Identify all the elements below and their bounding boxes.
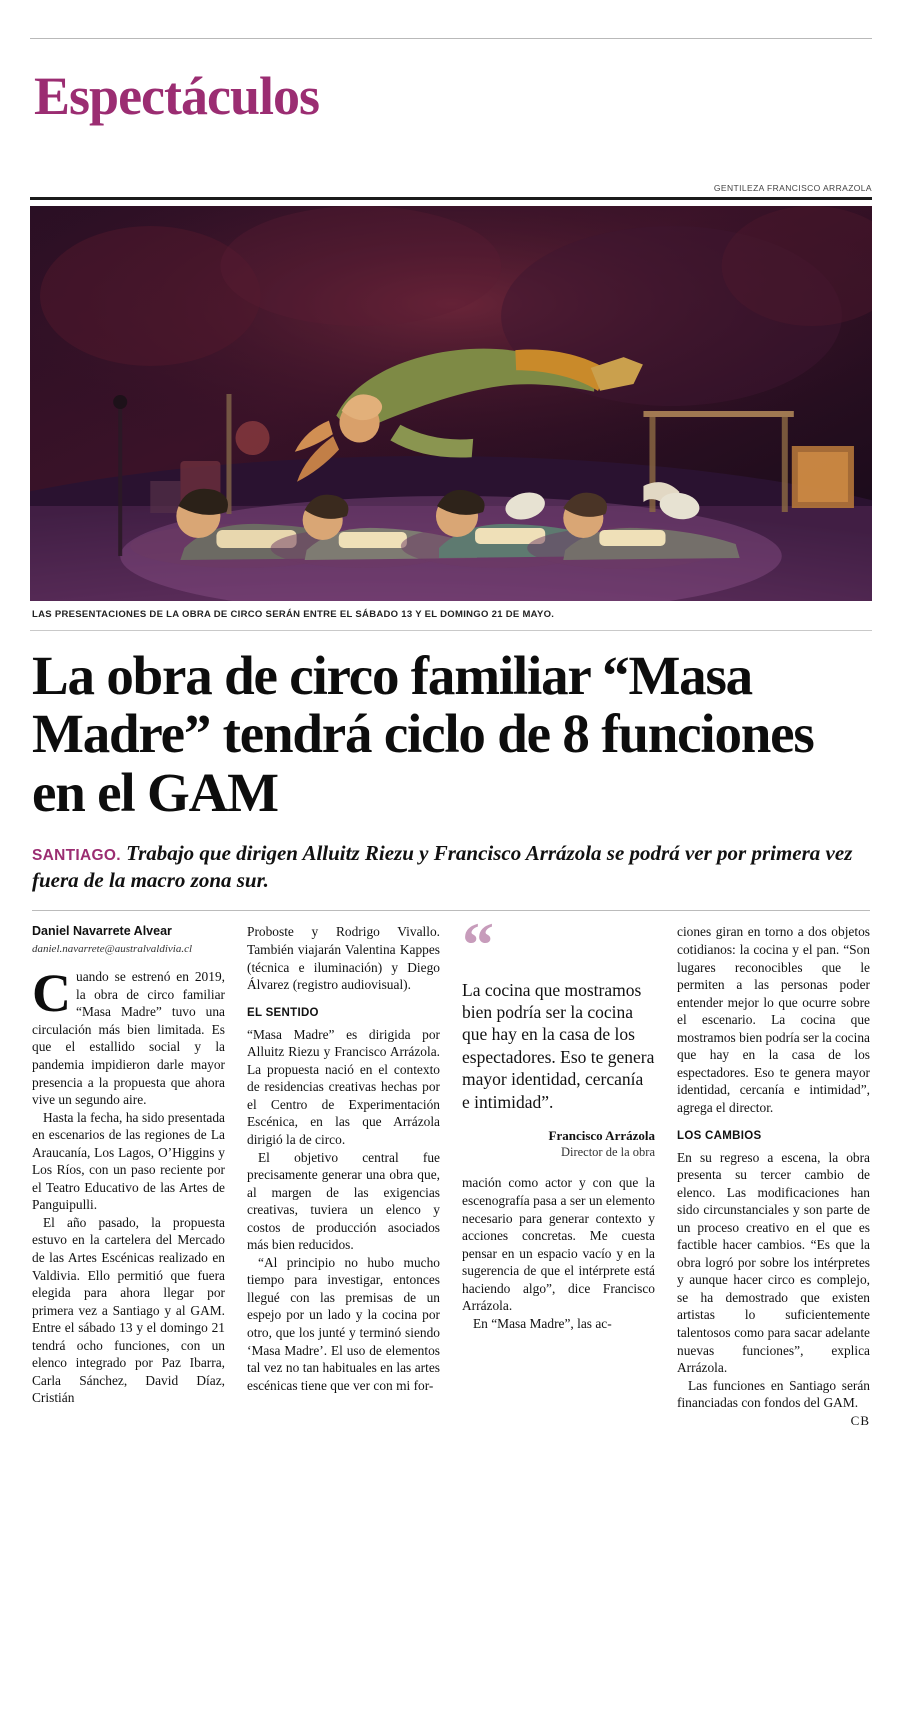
paragraph: “Masa Madre” es dirigida por Alluitz Riezu y Francisco Arrázola. La propuesta nació en el contexto de residencias creativas hechas por el Centro de Experimentación Escénica, en las que Arrázola dirigió la de circo.	[247, 1026, 440, 1148]
paragraph: En su regreso a escena, la obra presenta su tercer cambio de elenco. Las modificaciones han sido circunstanciales y son parte de un proceso creativo en el que es factible hacer cambios. “Es que la obra logró por sobre los intérpretes y aunque hacer circo es complejo, se ha demostrado que existen artistas lo suficientemente talentosos como para sacar adelante nuevas funciones”, explica Arrázola.	[677, 1149, 870, 1376]
subhead-text: Trabajo que dirigen Alluitz Riezu y Francisco Arrázola se podrá ver por primera vez fuera de la macro zona sur.	[32, 840, 853, 893]
column-4	[677, 923, 870, 1428]
end-mark: CB	[850, 1412, 870, 1428]
column-3	[462, 909, 655, 1428]
section-subhead-los-cambios: LOS CAMBIOS	[677, 1129, 762, 1142]
paragraph-text: uando se estrenó en 2019, la obra de circo familiar “Masa Madre” tuvo una circulación más bien limitada. Es que el estallido social y la pandemia impidieron darle mayor presencia a la propuesta que ahora vive un segundo aire.	[32, 969, 225, 1108]
quote-mark-icon: “	[462, 909, 490, 981]
photo-illustration	[30, 206, 872, 601]
subhead-divider	[32, 910, 870, 911]
column-2	[247, 923, 440, 1428]
paragraph: En “Masa Madre”, las ac-	[473, 1315, 612, 1331]
article-photo	[30, 206, 872, 601]
paragraph: ciones giran en torno a dos objetos cotidianos: la cocina y el pan. “Son lugares reconocibles que le permiten a las personas poder entender mejor lo que ocurre sobre el escenario. La cocina que mostramos bien podría ser la cocina que hay en la casa de los espectadores. Eso te genera mayor identidad, cercanía e intimidad”, agrega el director.	[677, 924, 870, 1115]
photo-top-rule	[30, 197, 872, 200]
paragraph: “Al principio no hubo mucho tiempo para investigar, entonces llegué con las premisas de un espejo por un lado y la cocina por otro, que los junté y terminó siendo ‘Masa Madre’. El uso de elementos tal vez no tan habituales en las artes escénicas tiene que ver con mi for-	[247, 1254, 440, 1393]
drop-cap: C	[32, 963, 71, 1024]
article-columns	[32, 909, 870, 1428]
photo-caption: LAS PRESENTACIONES DE LA OBRA DE CIRCO SERÁN ENTRE EL SÁBADO 13 Y EL DOMINGO 21 DE MAYO.	[30, 601, 872, 631]
pull-quote-text: La cocina que mostramos bien podría ser la cocina que hay en la casa de los espectadores. Eso te genera mayor identidad, cercanía e intimidad”.	[462, 979, 655, 1112]
photo-credit: GENTILEZA FRANCISCO ARRAZOLA	[713, 183, 872, 193]
pull-quote	[462, 909, 655, 1160]
paragraph: mación como actor y con que la escenografía pasa a ser un elemento necesario para generar contexto y acciones concretas. Me cuesta pensar en un espacio vacío y en la sugerencia de que el intérprete está haciendo algo”, dice Francisco Arrázola.	[462, 1175, 655, 1314]
paragraph: Proboste y Rodrigo Vivallo. También viajarán Valentina Kappes (técnica e iluminación) y Diego Álvarez (registro audiovisual).	[247, 924, 440, 993]
column-1	[32, 923, 225, 1428]
photo-block	[30, 183, 872, 631]
top-divider	[30, 38, 872, 39]
article-headline: La obra de circo familiar “Masa Madre” tendrá ciclo de 8 funciones en el GAM	[32, 645, 814, 823]
paragraph: El año pasado, la propuesta estuvo en la cartelera del Mercado de las Artes Escénicas realizado en Valdivia. Ello permitió que fuera elegida para ahora llegar por primera vez a Santiago y al GAM. Entre el sábado 13 y el domingo 21 tendrá ocho funciones, con un elenco integrado por Paz Ibarra, Carla Sánchez, David Díaz, Cristián	[32, 1214, 225, 1406]
section-title: Espectáculos	[34, 66, 319, 126]
paragraph: Las funciones en Santiago serán financiadas con fondos del GAM.	[677, 1377, 870, 1411]
byline-email[interactable]: daniel.navarrete@australvaldivia.cl	[32, 942, 193, 955]
dateline: SANTIAGO.	[32, 846, 121, 864]
paragraph	[32, 963, 225, 1108]
pull-quote-role: Director de la obra	[560, 1145, 655, 1160]
paragraph: Hasta la fecha, ha sido presentada en escenarios de las regiones de La Araucanía, Los Lagos, O’Higgins y Los Ríos, con un paso reciente por el Teatro Educativo de las Artes de Panguipulli.	[32, 1109, 225, 1213]
section-subhead-el-sentido: EL SENTIDO	[247, 1006, 319, 1019]
pull-quote-author: Francisco Arrázola	[548, 1128, 655, 1144]
byline-author: Daniel Navarrete Alvear	[32, 924, 172, 939]
article-subhead	[32, 840, 872, 895]
paragraph: El objetivo central fue precisamente generar una obra que, al margen de las exigencias creativas, tuviera un elenco y costos de producción asociados más bien reducidos.	[247, 1149, 440, 1253]
